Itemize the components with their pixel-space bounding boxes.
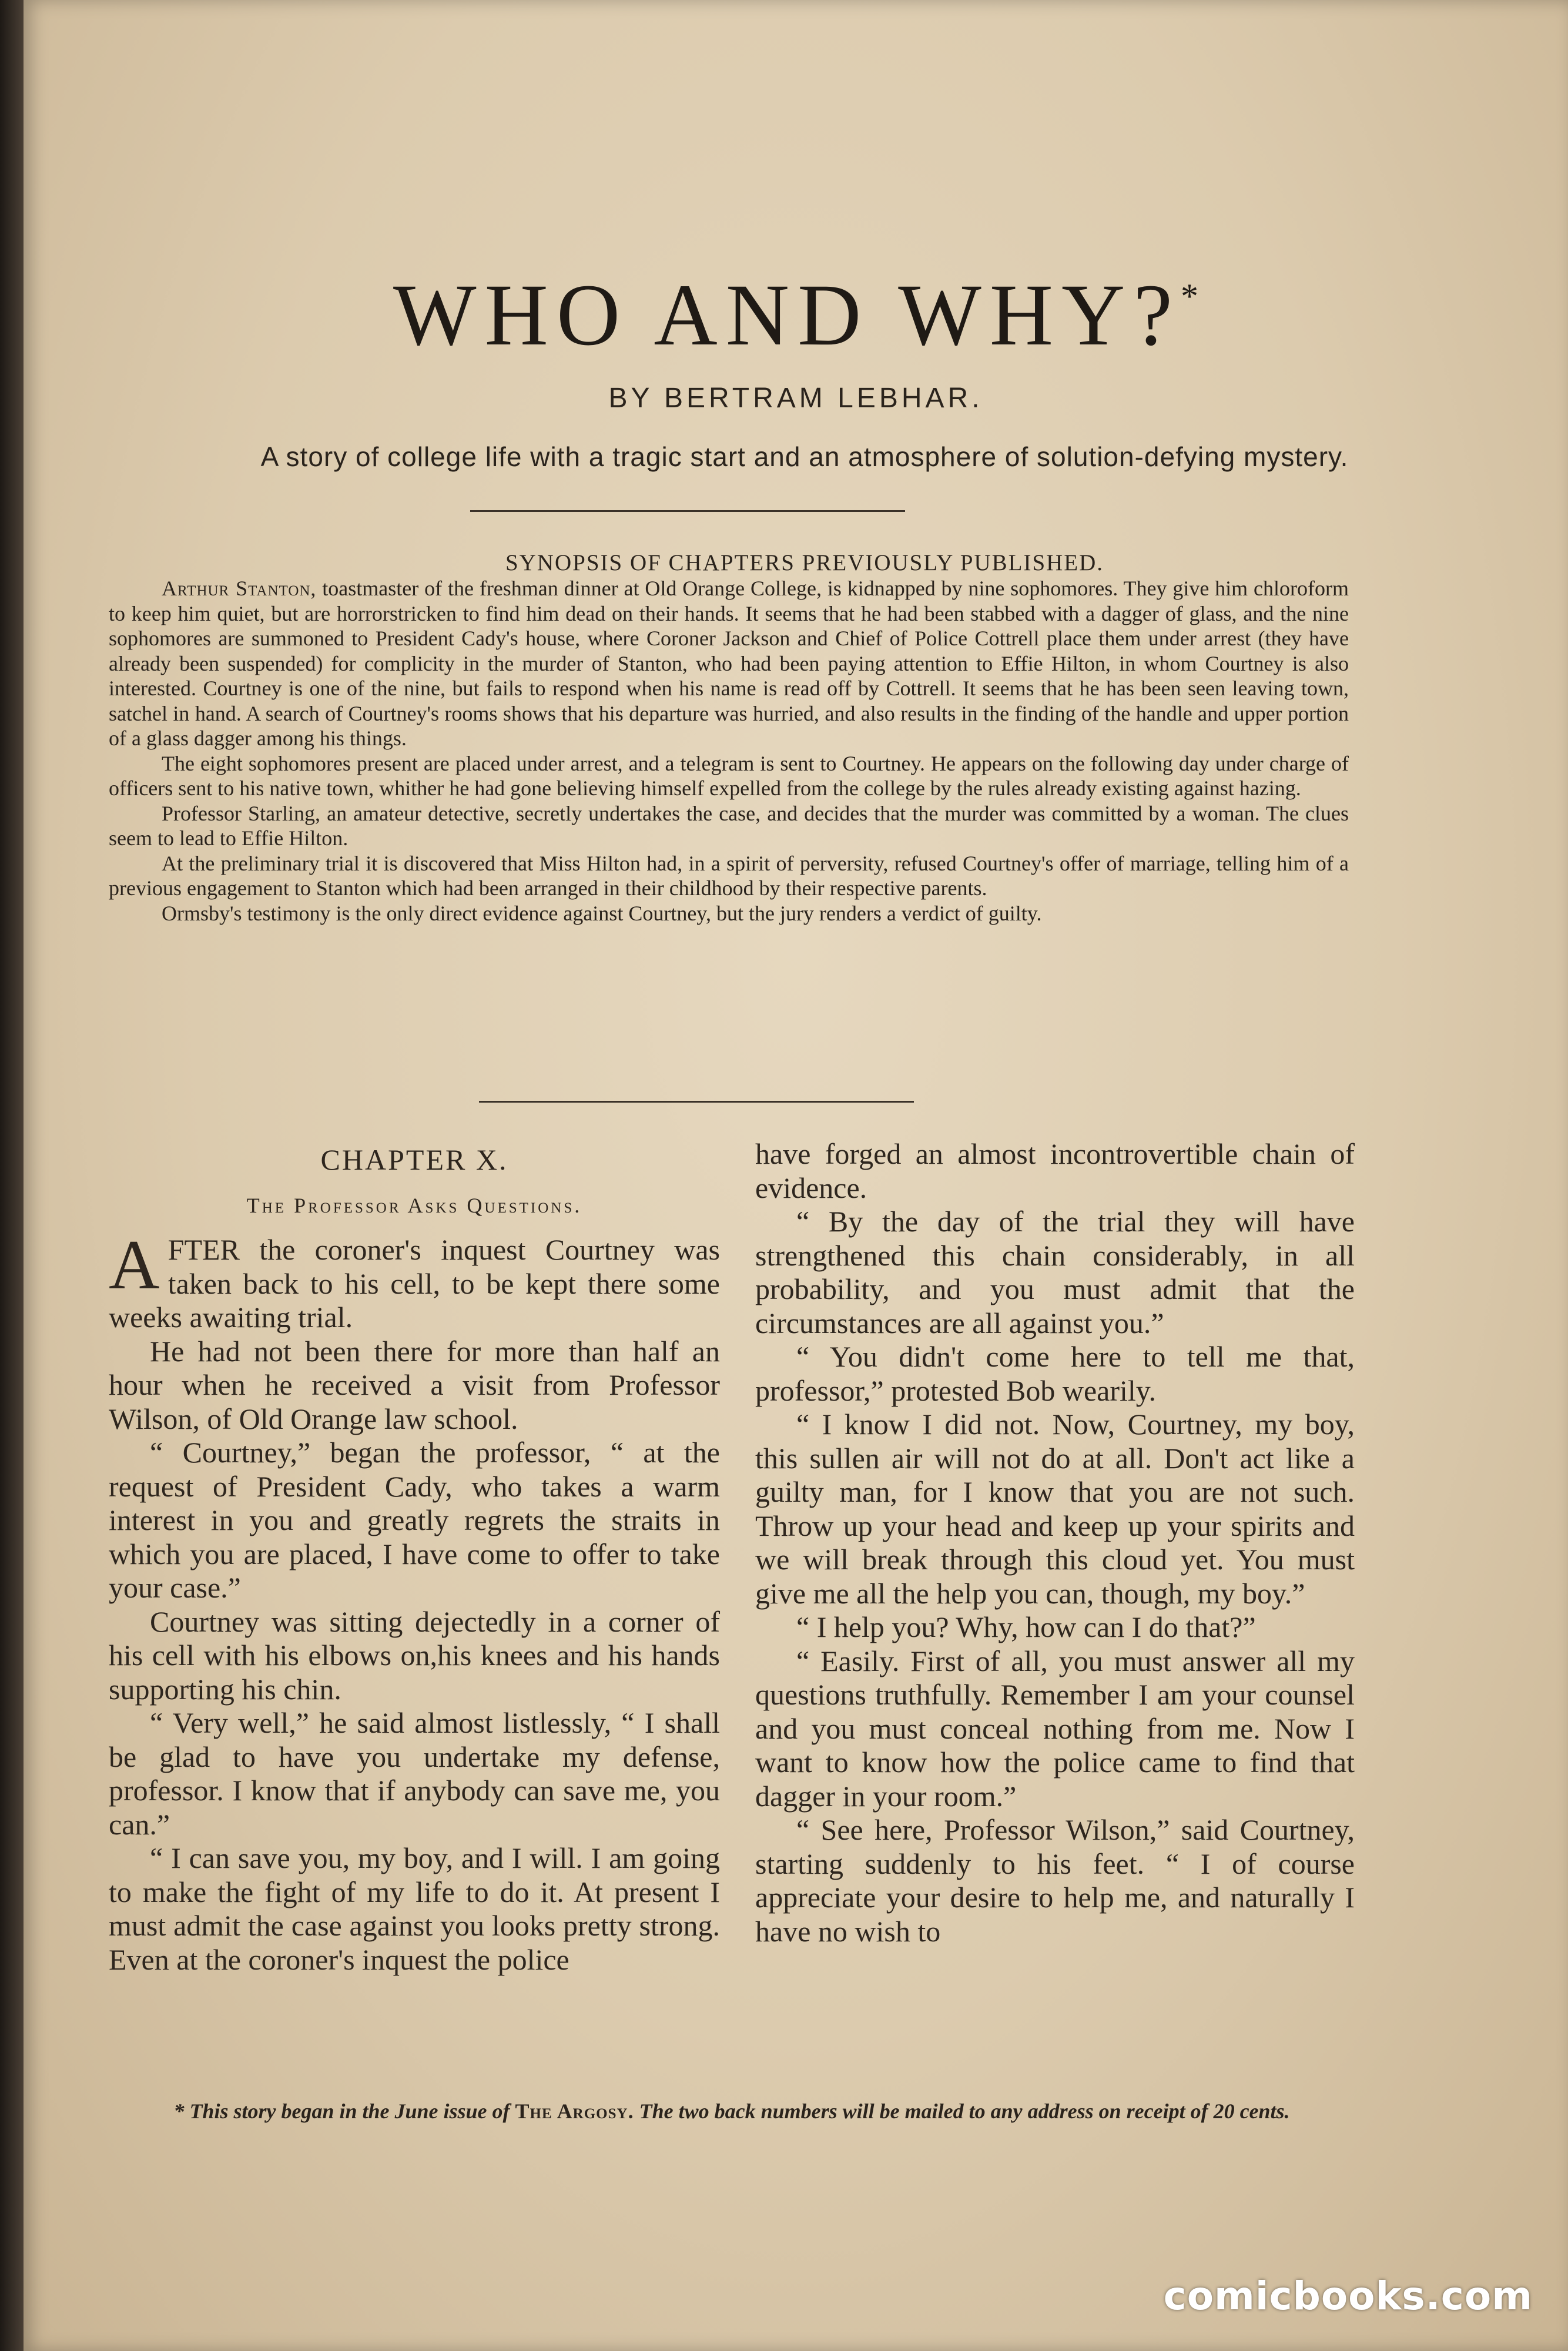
footnote-magazine-name: The Argosy. <box>515 2099 634 2123</box>
story-title <box>24 264 1568 366</box>
synopsis-paragraph: The eight sophomores present are placed under arrest, and a telegram is sent to Courtney. He appears on the following day under charge of officers sent to his native town, whither he had gone believing himself expelled from the college by the rules already existing against hazing. <box>109 751 1349 800</box>
body-paragraph: “ Courtney,” began the professor, “ at the request of President Cady, who takes a warm interest in you and greatly regrets the straits in which you are placed, I have come to offer to take your case.” <box>109 1436 720 1604</box>
text-column-left <box>109 1134 720 1977</box>
body-paragraph: Courtney was sitting dejectedly in a corner of his cell with his elbows on,his knees and his hands supporting his chin. <box>109 1605 720 1706</box>
title-footnote-mark: * <box>1181 277 1199 316</box>
body-paragraph: “ By the day of the trial they will have strengthened this chain considerably, in all probability, and you must admit that the circumstances are all against you.” <box>755 1205 1355 1339</box>
body-paragraph: “ I help you? Why, how can I do that?” <box>796 1610 1256 1643</box>
synopsis-paragraph-text: toastmaster of the freshman dinner at Old Orange College, is kidnapped by nine sophomores. They give him chloroform to keep him quiet, but are horrorstricken to find him dead on their hands. It seems that he had been stabbed with a dagger of glass, and the nine sophomores are summoned to President Cady's house, where Coroner Jackson and Chief of Police Cottrell place them under arrest (they have already been suspended) for complicity in the murder of Stanton, who had been paying attention to Effie Hilton, in whom Courtney is also interested. Courtney is one of the nine, but fails to respond when his name is read off by Cottrell. It seems that he has been seen leaving town, satchel in hand. A search of Courtney's rooms shows that his departure was hurried, and also results in the finding of the handle and upper portion of a glass dagger among his things. <box>109 577 1349 750</box>
body-paragraph: “ Very well,” he said almost listlessly, “ I shall be glad to have you undertake my defense, professor. I know that if anybody can save me, you can.” <box>109 1706 720 1841</box>
magazine-page <box>24 0 1568 2351</box>
synopsis-heading: SYNOPSIS OF CHAPTERS PREVIOUSLY PUBLISHED. <box>505 550 1104 575</box>
byline: BY BERTRAM LEBHAR. <box>608 383 983 414</box>
body-paragraph: have forged an almost incontrovertible chain of evidence. <box>755 1137 1355 1204</box>
synopsis-paragraph: At the preliminary trial it is discovered that Miss Hilton had, in a spirit of perversity, refused Courtney's offer of marriage, telling him of a previous engagement to Stanton which had been arranged in their childhood by their respective parents. <box>109 851 1349 900</box>
synopsis-block <box>109 576 1349 926</box>
site-watermark: comicbooks.com <box>1163 2273 1533 2319</box>
story-title-text: WHO AND WHY? <box>393 266 1181 364</box>
divider-rule-top <box>470 510 905 512</box>
drop-cap: A <box>109 1225 160 1304</box>
footnote-prefix: * This story began in the June issue of <box>173 2099 510 2123</box>
body-paragraph: “ You didn't come here to tell me that, professor,” protested Bob wearily. <box>755 1340 1355 1407</box>
body-paragraph <box>109 1225 720 1335</box>
body-paragraph: “ See here, Professor Wilson,” said Courtney, starting suddenly to his feet. “ I of course appreciate your desire to help me, and naturally I have no wish to <box>755 1813 1355 1948</box>
chapter-title: CHAPTER X. <box>320 1143 508 1176</box>
chapter-subtitle: The Professor Asks Questions. <box>246 1193 582 1217</box>
divider-rule-bottom <box>479 1101 914 1103</box>
footnote <box>112 2098 1352 2124</box>
body-paragraph: “ I know I did not. Now, Courtney, my boy, this sullen air will not do at all. Don't act like a guilty man, for I know that you are not such. Throw up your head and keep up your spirits and we will break through this cloud yet. You must give me all the help you can, though, my boy.” <box>755 1408 1355 1610</box>
body-paragraph-text: FTER the coroner's inquest Courtney was taken back to his cell, to be kept there some weeks awaiting trial. <box>109 1233 720 1334</box>
story-tagline: A story of college life with a tragic start and an atmosphere of solution-defying mystery. <box>260 441 1349 472</box>
body-paragraph: “ Easily. First of all, you must answer all my questions truthfully. Remember I am your counsel and you must conceal nothing from me. Now I want to know how the police came to find that dagger in your room.” <box>755 1644 1355 1813</box>
book-spine-edge <box>0 0 24 2351</box>
synopsis-paragraph <box>109 576 1349 751</box>
footnote-suffix: The two back numbers will be mailed to any address on receipt of 20 cents. <box>639 2099 1290 2123</box>
synopsis-paragraph: Professor Starling, an amateur detective, secretly undertakes the case, and decides that the murder was committed by a woman. The clues seem to lead to Effie Hilton. <box>109 801 1349 850</box>
body-paragraph: “ I can save you, my boy, and I will. I am going to make the fight of my life to do it. At present I must admit the case against you looks pretty strong. Even at the coroner's inquest the police <box>109 1841 720 1976</box>
text-column-right <box>755 1137 1355 1948</box>
synopsis-lead-name: Arthur Stanton, <box>162 577 317 600</box>
body-paragraph: He had not been there for more than half an hour when he received a visit from Professor Wilson, of Old Orange law school. <box>109 1334 720 1435</box>
synopsis-paragraph: Ormsby's testimony is the only direct evidence against Courtney, but the jury renders a verdict of guilty. <box>162 901 1042 925</box>
